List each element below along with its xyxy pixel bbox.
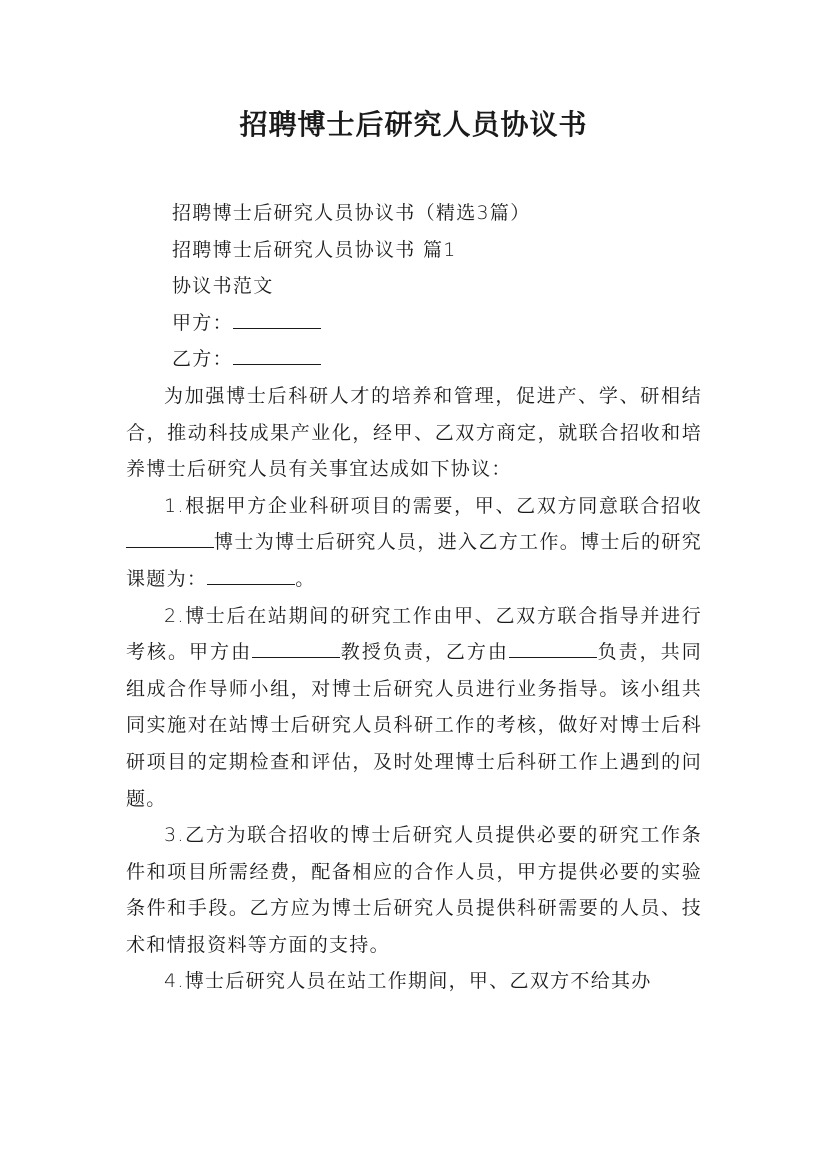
clause-2-blank-b	[509, 635, 597, 658]
clause-1-part-b: 博士为博士后研究人员，进入乙方工作。博士后的研究课题为：	[126, 531, 702, 590]
party-b-label: 乙方：	[172, 348, 233, 371]
party-a-blank	[233, 306, 321, 329]
section-heading: 招聘博士后研究人员协议书 篇1	[172, 238, 457, 261]
intro-paragraph: 为加强博士后科研人才的培养和管理，促进产、学、研相结合，推动科技成果产业化，经甲、乙双方商定，就联合招收和培养博士后研究人员有关事宜达成如下协议：	[126, 384, 702, 481]
clause-2-blank-a	[252, 635, 340, 658]
template-label: 协议书范文	[172, 275, 274, 298]
document-title: 招聘博士后研究人员协议书	[239, 108, 588, 141]
clause-1-part-c: 。	[295, 567, 316, 590]
party-a-label: 甲方：	[172, 311, 233, 334]
party-b-line	[126, 341, 702, 378]
party-a-line	[126, 305, 702, 342]
clause-4: 4.博士后研究人员在站工作期间，甲、乙双方不给其办	[164, 970, 652, 993]
clause-2	[126, 598, 702, 818]
party-b-blank	[233, 342, 321, 365]
clause-3: 3.乙方为联合招收的博士后研究人员提供必要的研究工作条件和项目所需经费，配备相应的合作人员，甲方提供必要的实验条件和手段。乙方应为博士后研究人员提供科研需要的人员、技术和情报资料等方面的支持。	[126, 824, 702, 956]
clause-1-blank-doctor	[126, 525, 214, 548]
clause-1-part-a: 1.根据甲方企业科研项目的需要，甲、乙双方同意联合招收	[164, 494, 702, 517]
document-body	[126, 195, 702, 1000]
subtitle: 招聘博士后研究人员协议书（精选3篇）	[172, 202, 531, 224]
clause-1-blank-topic	[207, 562, 295, 585]
clause-1	[126, 488, 702, 598]
clause-2-part-c: 负责，共同组成合作导师小组，对博士后研究人员进行业务指导。该小组共同实施对在站博士后研究人员科研工作的考核，做好对博士后科研项目的定期检查和评估，及时处理博士后科研工作上遇到的问题。	[126, 641, 702, 810]
clause-2-part-b: 教授负责，乙方由	[340, 641, 509, 664]
clause-2-part-a: 2.博士后在站期间的研究工作由甲、乙双方联合指导并进行考核。甲方由	[126, 604, 702, 664]
